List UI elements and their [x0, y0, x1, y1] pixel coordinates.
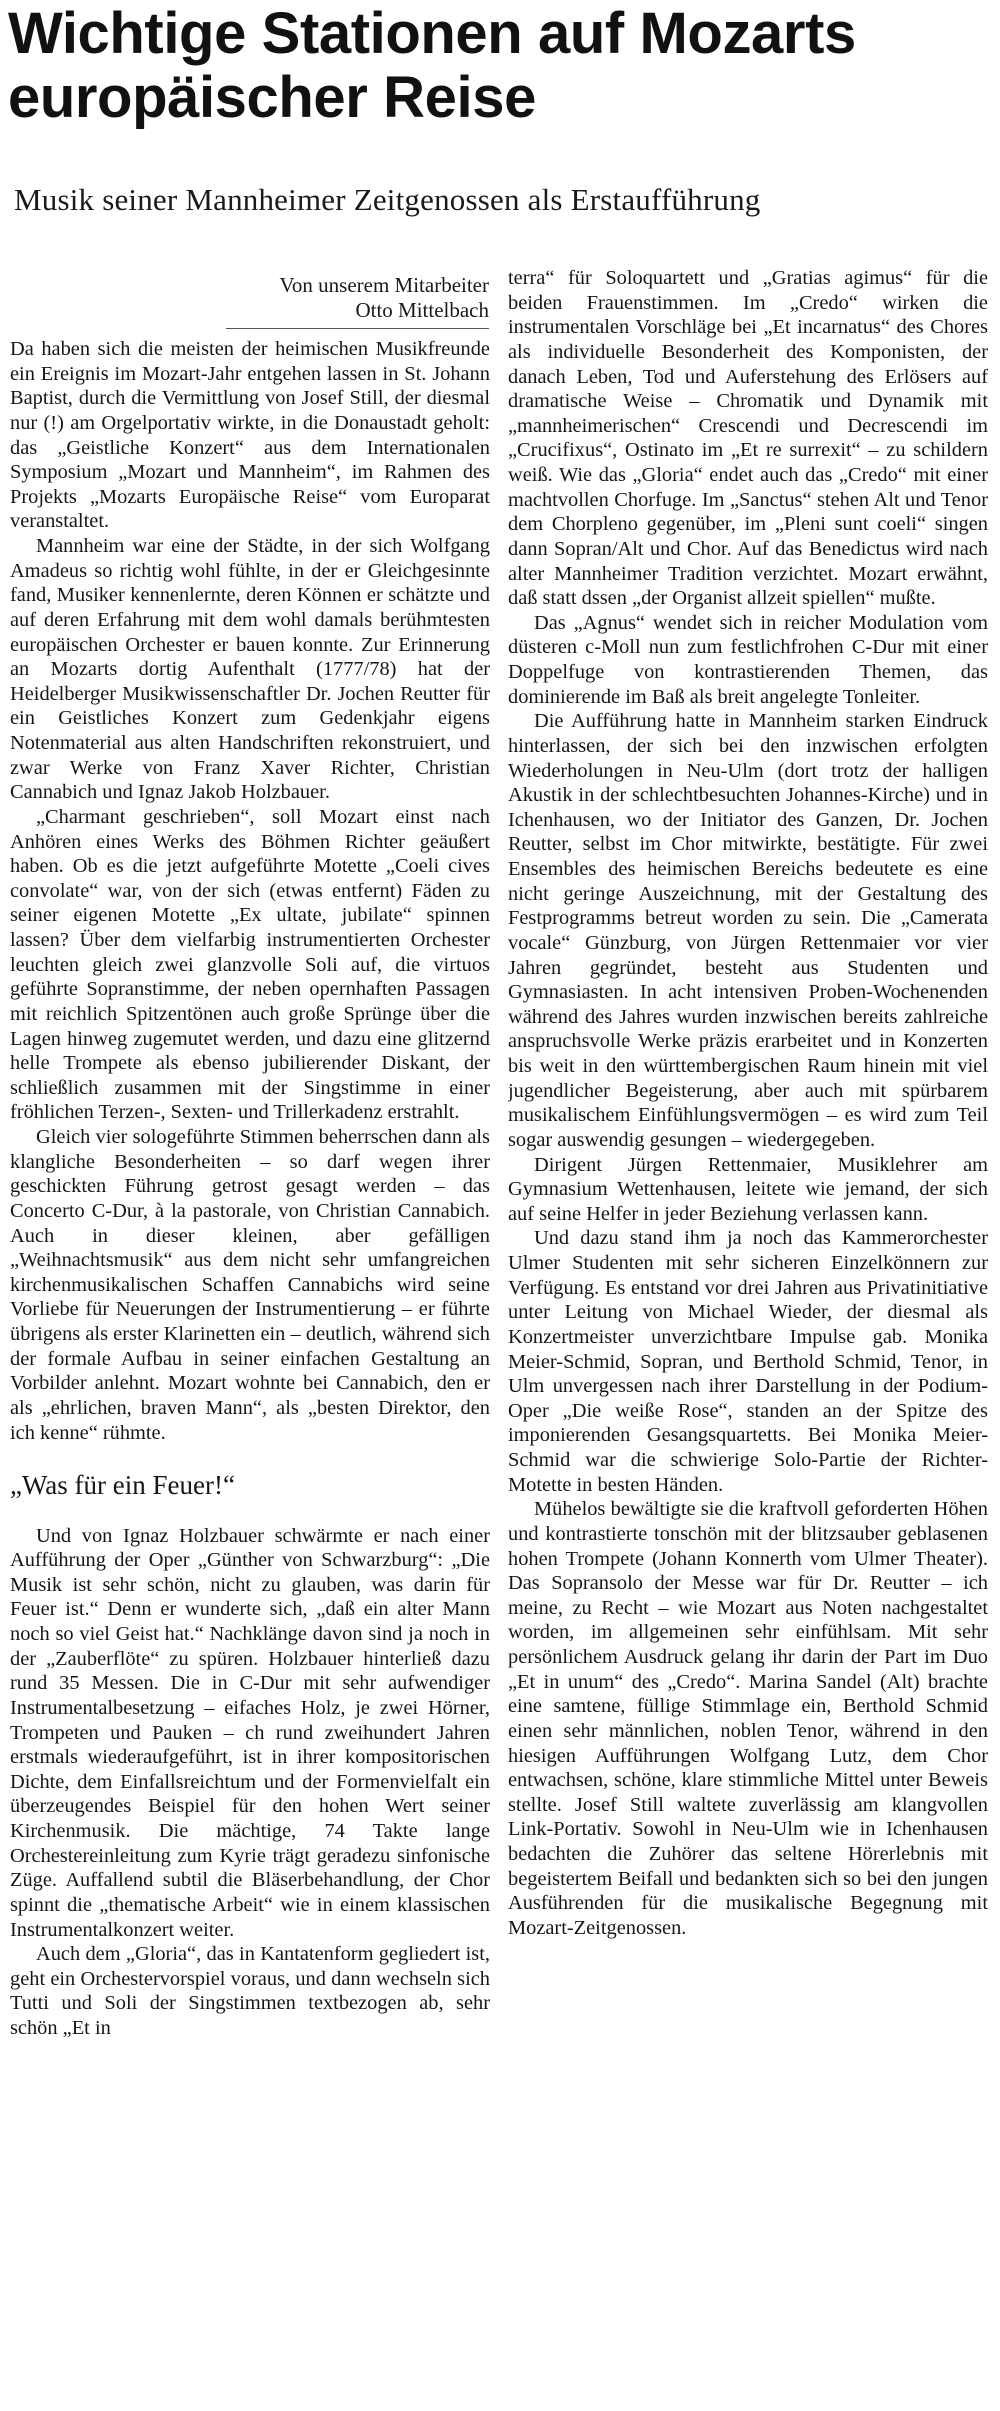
paragraph: Da haben sich die meisten der heimischen Musikfreunde ein Ereignis im Mozart-Jahr entgehen lassen in St. Johann Baptist, durch die Vermittlung von Josef Still, der diesmal nur (!) am Orgelportativ wirkte, in die Donaustadt geholt: das „Geistliche Konzert“ aus dem Internationalen Symposium „Mozart und Mannheim“, im Rahmen des Projekts „Mozarts Europäische Reise“ vom Europarat veranstaltet.	[10, 338, 490, 533]
article-column-left	[10, 337, 490, 2397]
paragraph: Dirigent Jürgen Rettenmaier, Musiklehrer am Gymnasium Wettenhausen, leitete wie jemand, der sich auf seine Helfer in jeder Beziehung verlassen kann.	[508, 1153, 988, 1225]
article-column-right	[508, 266, 988, 2401]
headline: Wichtige Stationen auf Mozarts europäischer Reise	[8, 1, 856, 131]
paragraph: Die Aufführung hatte in Mannheim starken Eindruck hinterlassen, der sich bei den inzwischen erfolgten Wiederholungen in Neu-Ulm (dort trotz der halligen Akustik in der schlechtbesuchten Johannes-Kirche) und in Ichenhausen, wo der Initiator des Ganzen, Dr. Jochen Reutter, selbst im Chor mitwirkte, bestätigte. Für zwei Ensembles des heimischen Bereichs bedeutete es eine nicht geringe Auszeichnung, mit der Gestaltung des Festprogramms betreut worden zu sein. Die „Camerata vocale“ Günzburg, von Jürgen Rettenmaier vor vier Jahren gegründet, besteht aus Studenten und Gymnasiasten. In acht intensiven Proben-Wochenenden während des Jahres wurden inzwischen bereits zahlreiche anspruchsvolle Werke präzis erarbeitet und in Konzerten bis weit in den württembergischen Raum hinein mit viel jugendlicher Begeisterung, aber auch mit spürbarem musikalischem Einfühlungsvermögen – es wird zum Teil sogar auswendig gesungen – wiedergegeben.	[508, 710, 988, 1151]
subheadline: Musik seiner Mannheimer Zeitgenossen als Erstaufführung	[14, 182, 761, 217]
byline	[14, 273, 489, 323]
paragraph: Gleich vier sologeführte Stimmen beherrschen dann als klangliche Besonderheiten – so darf wegen ihrer geschickten Führung getrost gesagt werden – das Concerto C-Dur, à la pastorale, von Christian Cannabich. Auch in dieser kleinen, aber gefälligen „Weihnachtsmusik“ aus dem nicht sehr umfangreichen kirchenmusikalischen Schaffen Cannabichs wird seine Vorliebe für Neuerungen der Instrumentierung – er führte übrigens als erster Klarinetten ein – deutlich, während sich der formale Aufbau in seiner einfachen Gestaltung an Vorbilder anlehnt. Mozart wohnte bei Cannabich, den er als „ehrlichen, braven Mann“, als „besten Direktor, den ich kenne“ rühmte.	[10, 1126, 490, 1444]
paragraph: „Charmant geschrieben“, soll Mozart einst nach Anhören eines Werks des Böhmen Richter geäußert haben. Ob es die jetzt aufgeführte Motette „Coeli cives convolate“ war, von der sich (etwas entfernt) Fäden zu seiner eigenen Motette „Ex ultate, jubilate“ spinnen lassen? Über dem vielfarbig instrumentierten Orchester leuchten gleich zwei glanzvolle Soli auf, die virtuos geführte Sopranstimme, der neben opernhaften Passagen mit reichlich Spitzentönen auch große Sprünge über die Lagen hinweg zugemutet werden, und dazu eine glitzernd helle Trompete als ebenso jubilierender Diskant, der schließlich zusammen mit der Singstimme in einer fröhlichen Terzen-, Sexten- und Trillerkadenz erstrahlt.	[10, 805, 490, 1124]
paragraph: Mühelos bewältigte sie die kraftvoll geforderten Höhen und kontrastierte tonschön mit der blitzsauber geblasenen hohen Trompete (Johann Konnerth vom Ulmer Theater). Das Sopransolo der Messe war für Dr. Reutter – ich meine, zu Recht – wie Mozart aus Noten nachgestaltet worden, im allgemeinen sehr einfühlsam. Mit sehr persönlichem Ausdruck gelang ihr darin der Part im Duo „Et in unum“ des „Credo“. Marina Sandel (Alt) brachte eine samtene, füllige Stimmlage ein, Berthold Schmid einen sehr männlichen, noblen Tenor, während in den hiesigen Aufführungen Wolfgang Lutz, dem Chor entwachsen, schöne, klare stimmliche Mittel unter Beweis stellte. Josef Still waltete zuverlässig am klangvollen Link-Portativ. Sowohl in Neu-Ulm wie in Ichenhausen bedachten die Zuhörer das seltene Hörerlebnis mit begeistertem Beifall und bedankten sich so bei den jungen Ausführenden für die musikalische Begegnung mit Mozart-Zeitgenossen.	[508, 1498, 988, 1939]
paragraph: Und von Ignaz Holzbauer schwärmte er nach einer Aufführung der Oper „Günther von Schwarzburg“: „Die Musik ist sehr schön, nicht zu glauben, was darin für Feuer ist.“ Denn er wunderte sich, „daß ein alter Mann noch so viel Geist hat.“ Nachklänge davon sind ja noch in der „Zauberflöte“ zu spüren. Holzbauer hinterließ dazu rund 35 Messen. Die in C-Dur mit sehr aufwendiger Instrumentalbesetzung – eifaches Holz, je zwei Hörner, Trompeten und Pauken – ch rund zweihundert Jahren erstmals wiederaufgeführt, ist in ihrer kompositorischen Dichte, dem Einfallsreichtum und der Formenvielfalt ein überzeugendes Beispiel für den hohen Wert seiner Kirchenmusik. Die mächtige, 74 Takte lange Orchestereinleitung zum Kyrie trägt geradezu sinfonische Züge. Auffallend subtil die Bläserbehandlung, der Chor spinnt die „thematische Arbeit“ wie in einem klassischen Instrumentalkonzert weiter.	[10, 1524, 490, 1941]
byline-author: Otto Mittelbach	[355, 298, 489, 323]
paragraph: Mannheim war eine der Städte, in der sich Wolfgang Amadeus so richtig wohl fühlte, in der er Gleichgesinnte fand, Musiker kennenlernte, deren Können er schätzte und auf deren Erfahrung mit dem wohl damals berühmtesten europäischen Orchester er bauen konnte. Zur Erinnerung an Mozarts dortig Aufenthalt (1777/78) hat der Heidelberger Musikwissenschaftler Dr. Jochen Reutter für ein Geistliches Konzert zum Gedenkjahr eigens Notenmaterial aus alten Handschriften rekonstruiert, und zwar Werke von Franz Xaver Richter, Christian Cannabich und Ignaz Jakob Holzbauer.	[10, 535, 490, 804]
paragraph: terra“ für Soloquartett und „Gratias agimus“ für die beiden Frauenstimmen. Im „Credo“ wirken die instrumentalen Vorschläge bei „Et incarnatus“ des Chores als individuelle Besonderheit des Komponisten, der danach Leben, Tod und Auferstehung des Erlösers auf dramatische Weise – Chromatik und Dynamik mit „mannheimerischen“ Crescendi und Decrescendi im „Crucifixus“, Ostinato im „Et re surrexit“ – zu schildern weiß. Wie das „Gloria“ endet auch das „Credo“ mit einer machtvollen Chorfuge. Im „Sanctus“ stehen Alt und Tenor dem Chorpleno gegenüber, im „Pleni sunt coeli“ singen dann Sopran/Alt und Chor. Auf das Benedictus wird nach alter Mannheimer Tradition verzichtet. Mozart erwähnt, daß statt dssen „der Organist allzeit spiellen“ mußte.	[508, 267, 988, 610]
paragraph: Und dazu stand ihm ja noch das Kammerorchester Ulmer Studenten mit sehr sicheren Einzelkönnern zur Verfügung. Es entstand vor drei Jahren aus Privatinitiative unter Leitung von Michael Wieder, der diesmal als Konzertmeister unverzichtbare Impulse gab. Monika Meier-Schmid, Sopran, und Berthold Schmid, Tenor, in Ulm unvergessen nach ihrer Darstellung in der Podium-Oper „Die weiße Rose“, standen an der Spitze des imponierenden Gesangsquartetts. Bei Monika Meier-Schmid war die schwierige Solo-Partie der Richter-Motette in besten Händen.	[508, 1227, 988, 1496]
byline-divider	[226, 328, 489, 329]
byline-role: Von unserem Mitarbeiter	[279, 273, 489, 297]
paragraph: Das „Agnus“ wendet sich in reicher Modulation vom düsteren c-Moll nun zum festlichfrohen C-Dur mit einer Doppelfuge von kontrastierenden Themen, das dominierende im Baß als breit angelegte Tonleiter.	[508, 611, 988, 708]
crosshead: „Was für ein Feuer!“	[10, 1470, 235, 1501]
paragraph: Auch dem „Gloria“, das in Kantatenform gegliedert ist, geht ein Orchestervorspiel voraus, und dann wechseln sich Tutti und Soli der Singstimmen textbezogen ab, sehr schön „Et in	[10, 1943, 490, 2040]
